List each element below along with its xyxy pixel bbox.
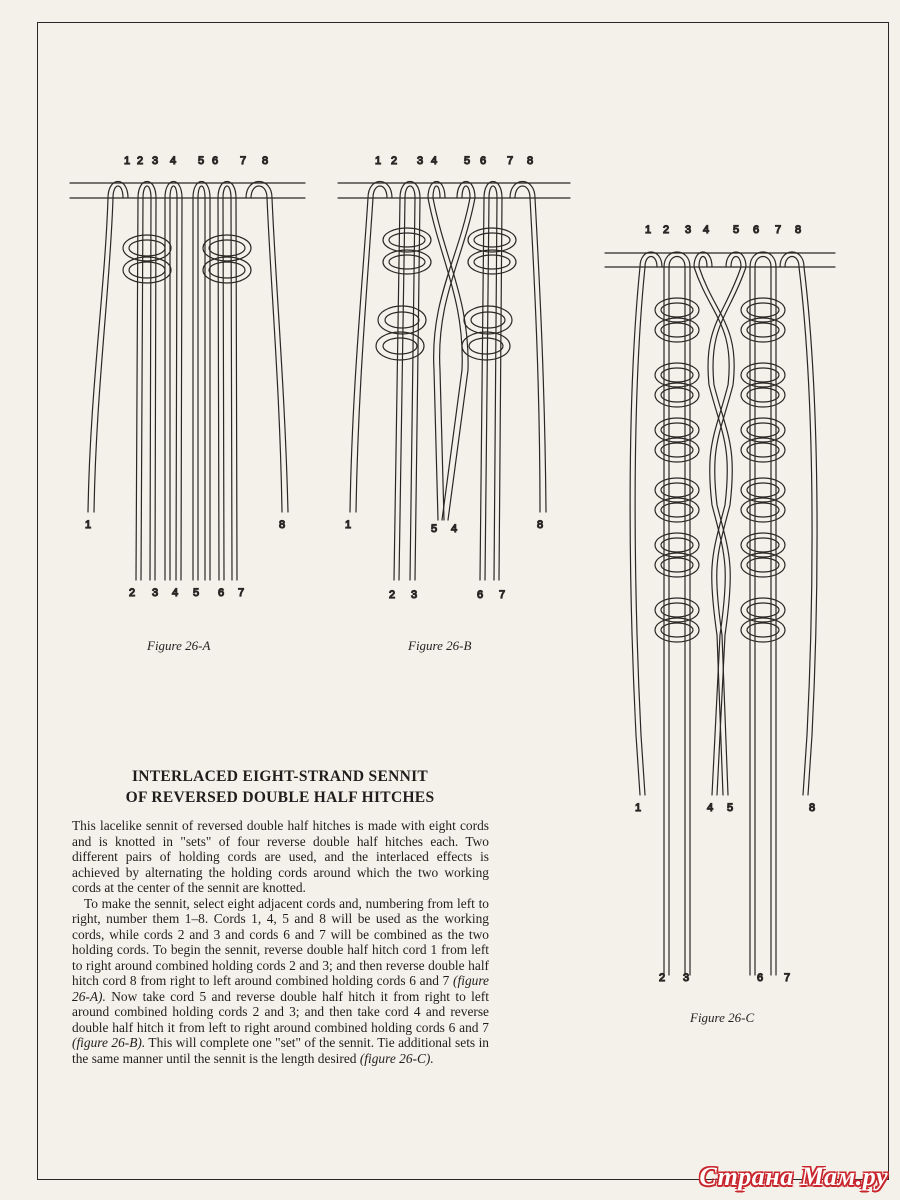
fig-c-knot-ring [747, 558, 779, 572]
fig-c-knot-ring [661, 623, 693, 637]
fig-c-num-7: 7 [774, 224, 782, 236]
fig-c-num-8: 8 [794, 224, 802, 236]
figure-26-c [600, 215, 850, 995]
fig-c-label-2: 2 [658, 972, 666, 984]
fig-b-label-3: 3 [410, 589, 418, 601]
fig-c-knot-ring [661, 388, 693, 402]
fig-c-knot-ring [661, 503, 693, 517]
watermark-text: Страна Мам [699, 1162, 856, 1191]
fig-c-knot-ring [661, 368, 693, 382]
fig-c-num-3: 3 [684, 224, 692, 236]
fig-a-num-4: 4 [169, 155, 177, 167]
fig-b-num-3: 3 [416, 155, 424, 167]
fig-a-num-7: 7 [239, 155, 247, 167]
fig-b-cords [350, 198, 546, 580]
fig-c-knot-ring [661, 603, 693, 617]
fig-a-label-3: 3 [151, 587, 159, 599]
figure-26-a-caption: Figure 26-A [147, 638, 211, 653]
fig-c-label-3: 3 [682, 972, 690, 984]
figure-26-a [60, 140, 330, 620]
fig-a-num-8: 8 [261, 155, 269, 167]
fig-a-label-1: 1 [84, 519, 92, 531]
fig-b-label-6: 6 [476, 589, 484, 601]
fig-a-label-8: 8 [278, 519, 286, 531]
heading-line-1: INTERLACED EIGHT-STRAND SENNIT [131, 768, 429, 785]
fig-a-label-4: 4 [171, 587, 179, 599]
fig-a-num-5: 5 [197, 155, 205, 167]
fig-c-label-6: 6 [756, 972, 764, 984]
fig-c-knot-ring [661, 538, 693, 552]
fig-a-top-numbers [124, 155, 268, 167]
figure-ref-26-a: (figure 26-A). [72, 973, 489, 1004]
fig-c-knots [655, 298, 785, 642]
fig-b-label-2: 2 [388, 589, 396, 601]
fig-c-knot-ring [747, 323, 779, 337]
fig-b-num-5: 5 [463, 155, 471, 167]
fig-c-knot-ring [747, 623, 779, 637]
figure-26-c-caption: Figure 26-C [690, 1010, 755, 1025]
figure-26-b-caption: Figure 26-B [408, 638, 472, 653]
fig-b-label-5: 5 [430, 523, 438, 535]
fig-b-num-6: 6 [479, 155, 487, 167]
fig-b-label-4: 4 [450, 523, 458, 535]
fig-a-label-7: 7 [237, 587, 245, 599]
fig-b-label-7: 7 [498, 589, 506, 601]
fig-c-num-4: 4 [702, 224, 710, 236]
fig-b-num-1: 1 [374, 155, 382, 167]
paragraph-2 [72, 896, 489, 1067]
fig-c-knot-ring [747, 303, 779, 317]
fig-c-num-6: 6 [752, 224, 760, 236]
paragraph-1: This lacelike sennit of reversed double half hitches is made with eight cords and is knotted in "sets" of four reverse double half hitches each. Two different pairs of holding cords are used, and the interlaced effects is achieved by alternating the holding cords around which the two working cords at the center of the sennit are knotted. [72, 818, 489, 895]
fig-b-num-2: 2 [390, 155, 398, 167]
figure-ref-26-b: (figure 26-B). [72, 1035, 146, 1050]
fig-c-num-5: 5 [732, 224, 740, 236]
fig-c-knot-ring [747, 483, 779, 497]
fig-c-label-8: 8 [808, 802, 816, 814]
fig-b-label-1: 1 [344, 519, 352, 531]
fig-a-num-3: 3 [151, 155, 159, 167]
fig-a-label-5: 5 [192, 587, 200, 599]
fig-c-cords [630, 267, 817, 975]
fig-c-label-1: 1 [634, 802, 642, 814]
fig-a-holding-bar [70, 183, 305, 198]
paragraph-2-part-b: Now take cord 5 and reverse double half hitch it from right to left around combined holding cords 2 and 3; and then take cord 4 and reverse double half hitch it from left to right around combined holding cords 6 and 7 [72, 988, 489, 1035]
fig-a-num-6: 6 [211, 155, 219, 167]
fig-c-knot-ring [747, 603, 779, 617]
fig-b-num-8: 8 [526, 155, 534, 167]
fig-a-num-1: 1 [123, 155, 131, 167]
fig-c-num-2: 2 [662, 224, 670, 236]
fig-c-label-4: 4 [706, 802, 714, 814]
fig-c-knot-ring [747, 423, 779, 437]
fig-c-label-7: 7 [783, 972, 791, 984]
fig-c-knot-ring [661, 443, 693, 457]
heading-line-2: OF REVERSED DOUBLE HALF HITCHES [125, 789, 435, 806]
fig-c-knot-ring [747, 368, 779, 382]
fig-c-knot-ring [661, 423, 693, 437]
fig-c-mounting-loops [640, 252, 804, 267]
fig-c-knot-ring [747, 503, 779, 517]
fig-c-knot-ring [661, 483, 693, 497]
paragraph-2-part-a: To make the sennit, select eight adjacent cords and, numbering from left to right, number them 1–8. Cords 1, 4, 5 and 8 will be used as the working cords, while cords 2 and 3 and cords 6 and 7 will be combined as the two holding cords. To begin the sennit, reverse double half hitch cord 1 from left to right around combined holding cords 2 and 3; and then reverse double half hitch cord 8 from right to left around combined holding cords 6 and 7 [72, 895, 489, 988]
fig-a-num-2: 2 [136, 155, 144, 167]
fig-c-knot-ring [661, 303, 693, 317]
fig-c-top-numbers [645, 224, 801, 236]
figure-ref-26-c: (figure 26-C). [359, 1050, 434, 1066]
fig-b-num-4: 4 [430, 155, 438, 167]
article-heading [72, 766, 488, 808]
fig-c-knot-ring [747, 443, 779, 457]
fig-c-num-1: 1 [644, 224, 652, 236]
fig-c-knot-ring [747, 388, 779, 402]
fig-c-knot-ring [661, 323, 693, 337]
fig-a-bottom-labels [85, 519, 285, 599]
fig-a-cords [88, 198, 288, 580]
figure-26-b [330, 140, 580, 620]
fig-c-bottom-labels [635, 802, 815, 984]
article-body [72, 818, 489, 1066]
fig-b-mounting-loops [368, 182, 535, 199]
fig-c-knot-ring [747, 538, 779, 552]
fig-c-knot-ring [661, 558, 693, 572]
fig-a-label-2: 2 [128, 587, 136, 599]
fig-a-mounting-loops [108, 182, 272, 199]
fig-a-label-6: 6 [217, 587, 225, 599]
fig-b-top-numbers [375, 155, 533, 167]
watermark-suffix: .ру [855, 1162, 888, 1191]
fig-b-num-7: 7 [506, 155, 514, 167]
paragraph-2-part-c: This will complete one "set" of the sennit. Tie additional sets in the same manner until the sennit is the length desired [72, 1035, 489, 1066]
watermark-logo [699, 1162, 888, 1192]
fig-c-label-5: 5 [726, 802, 734, 814]
fig-b-label-8: 8 [536, 519, 544, 531]
fig-b-bottom-labels [345, 519, 543, 601]
